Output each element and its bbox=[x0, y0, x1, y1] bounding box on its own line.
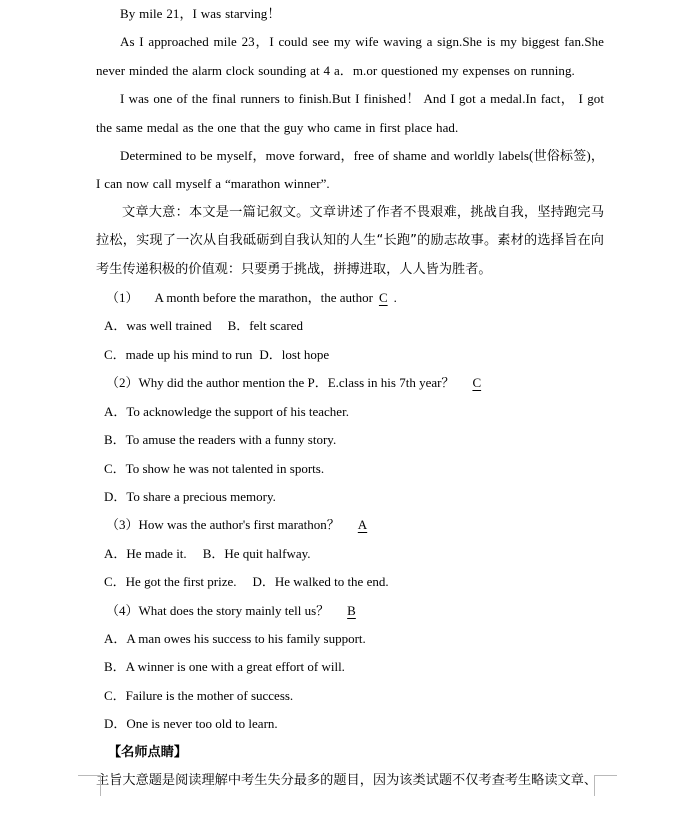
option-2-a-label: A． bbox=[104, 403, 127, 419]
article-summary bbox=[96, 199, 604, 284]
question-1-answer[interactable]: C bbox=[378, 290, 388, 306]
option-2-b-label: B． bbox=[104, 432, 126, 448]
option-4-b-text: A winner is one with a great effort of will. bbox=[125, 659, 345, 675]
question-4-option-b[interactable] bbox=[96, 653, 604, 681]
question-1-number: （1） bbox=[106, 290, 139, 306]
question-1-stem bbox=[96, 284, 604, 312]
page-corner-mark-bottom-left bbox=[78, 775, 101, 796]
question-2-number: （2） bbox=[106, 375, 139, 391]
option-2-c-text: To show he was not talented in sports. bbox=[125, 460, 325, 476]
option-1-c[interactable]: C．made up his mind to run bbox=[104, 346, 253, 362]
question-2-option-a[interactable] bbox=[96, 398, 604, 426]
option-3-b[interactable]: B．He quit halfway. bbox=[202, 545, 311, 561]
question-2-option-b[interactable] bbox=[96, 426, 604, 454]
page-corner-mark-bottom-right bbox=[594, 775, 617, 796]
question-1-options-line-2 bbox=[96, 341, 604, 369]
question-2-answer[interactable]: C bbox=[472, 375, 482, 391]
question-3-number: （3） bbox=[106, 517, 139, 533]
question-4-option-a[interactable] bbox=[96, 625, 604, 653]
option-2-d-text: To share a precious memory. bbox=[126, 488, 276, 504]
question-2-option-d[interactable] bbox=[96, 483, 604, 511]
question-3-options-line-1 bbox=[96, 540, 604, 568]
text-column bbox=[96, 0, 604, 795]
question-3-options-line-2 bbox=[96, 568, 604, 596]
option-4-a-text: A man owes his success to his family support. bbox=[126, 630, 366, 646]
option-3-d[interactable]: D．He walked to the end. bbox=[252, 574, 389, 590]
question-4-answer[interactable]: B bbox=[347, 602, 356, 618]
question-3-answer[interactable]: A bbox=[357, 517, 368, 533]
option-1-b[interactable]: B．felt scared bbox=[227, 318, 304, 334]
question-2-stem bbox=[96, 369, 604, 397]
question-2-option-c[interactable] bbox=[96, 455, 604, 483]
option-4-d-text: One is never too old to learn. bbox=[126, 716, 278, 732]
question-4-number: （4） bbox=[106, 602, 139, 618]
option-4-c-label: C． bbox=[104, 687, 126, 703]
question-2-text: Why did the author mention the P．E.class in his 7th year？ bbox=[138, 375, 455, 391]
option-2-a-text: To acknowledge the support of his teacher. bbox=[126, 403, 349, 419]
question-1-options-line-1 bbox=[96, 312, 604, 340]
summary-text: 本文是一篇记叙文。文章讲述了作者不畏艰难，挑战自我，坚持跑完马拉松，实现了一次从自我砥砺到自我认知的人生“长跑”的励志故事。素材的选择旨在向考生传递积极的价值观：只要勇于挑战，拼搏进取，人人皆为胜者。 bbox=[96, 204, 605, 277]
question-4-option-d[interactable] bbox=[96, 710, 604, 738]
option-2-d-label: D． bbox=[104, 488, 127, 504]
question-4-text: What does the story mainly tell us？ bbox=[138, 602, 330, 618]
question-1-stem-end: . bbox=[393, 290, 397, 306]
option-1-a[interactable]: A．was well trained bbox=[104, 318, 212, 334]
option-4-c-text: Failure is the mother of success. bbox=[125, 687, 294, 703]
question-4-stem bbox=[96, 597, 604, 625]
paragraph-1: By mile 21，I was starving！ bbox=[120, 6, 281, 21]
option-3-a[interactable]: A．He made it. bbox=[104, 545, 187, 561]
option-2-c-label: C． bbox=[104, 460, 126, 476]
question-3-stem bbox=[96, 511, 604, 539]
summary-label: 文章大意： bbox=[122, 204, 189, 220]
option-2-b-text: To amuse the readers with a funny story. bbox=[125, 432, 337, 448]
option-4-d-label: D． bbox=[104, 716, 127, 732]
paragraph-2: As I approached mile 23，I could see my wife waving a sign.She is my biggest fan.She never minded the alarm clock sounding at 4 a．m.or questioned my expenses on running. bbox=[96, 34, 604, 78]
question-3-text: How was the author's first marathon？ bbox=[138, 517, 340, 533]
option-3-c[interactable]: C．He got the first prize. bbox=[104, 574, 237, 590]
paragraph-4: Determined to be myself，move forward，free of shame and worldly labels(世俗标签)，I can now call myself a “marathon winner”. bbox=[96, 148, 604, 192]
option-4-b-label: B． bbox=[104, 659, 126, 675]
tip-body: 主旨大意题是阅读理解中考生失分最多的题目，因为该类试题不仅考查考生略读文章、 bbox=[96, 772, 598, 788]
question-4-option-c[interactable] bbox=[96, 682, 604, 710]
paragraph-3: I was one of the final runners to finish.But I finished！ And I got a medal.In fact， I got the same medal as the one that the guy who came in first place had. bbox=[96, 91, 604, 135]
option-1-d[interactable]: D．lost hope bbox=[259, 346, 330, 362]
tip-heading: 【名师点睛】 bbox=[108, 744, 188, 760]
option-4-a-label: A． bbox=[104, 630, 127, 646]
question-1-text: A month before the marathon，the author bbox=[154, 290, 373, 306]
